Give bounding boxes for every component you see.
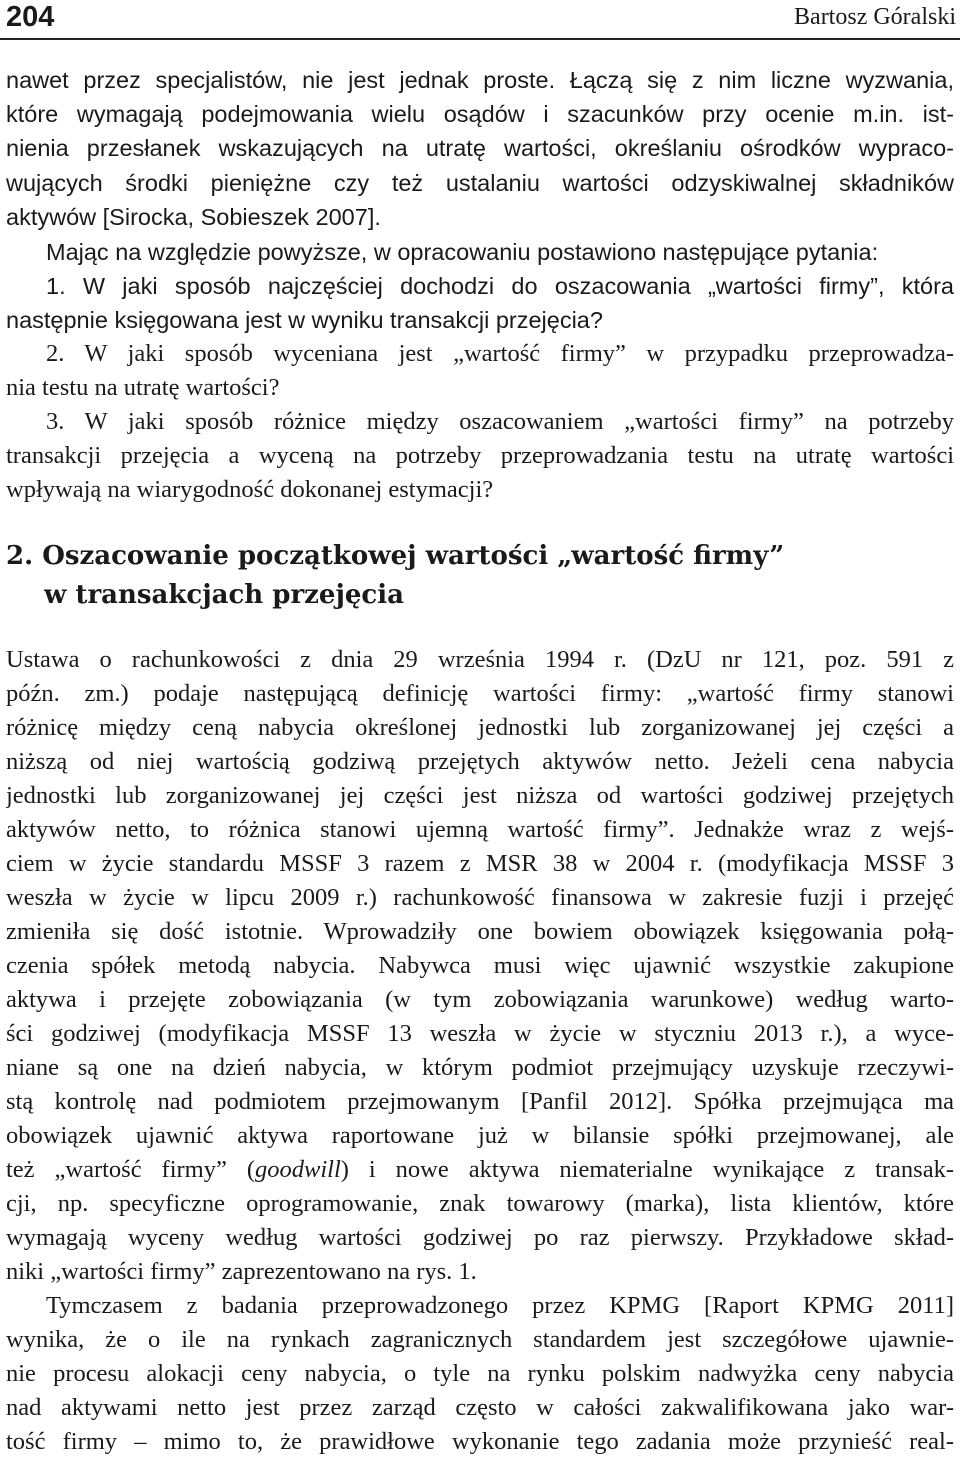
text-line: nie procesu alokacji ceny nabycia, o tyle na rynku polskim nadwyżka ceny nabycia [6, 1360, 954, 1387]
text-line: cji, np. specyficzne oprogramowanie, znak towarowy (marka), lista klientów, które [6, 1190, 954, 1217]
text-line: nienia przesłanek wskazujących na utratę wartości, określaniu ośrodków wypraco- [6, 135, 954, 161]
text-line: Ustawa o rachunkowości z dnia 29 września 1994 r. (DzU nr 121, poz. 591 z [6, 646, 954, 673]
text-line: niane są one na dzień nabycia, w którym podmiot przejmujący uzyskuje rzeczywi- [6, 1054, 954, 1081]
text-line: weszła w życie w lipcu 2009 r.) rachunkowość finansowa w zakresie fuzji i przejęć [6, 884, 954, 911]
text-line: stą kontrolę nad podmiotem przejmowanym [Panfil 2012]. Spółka przejmująca ma [6, 1088, 954, 1115]
italic-term: goodwill [255, 1156, 341, 1183]
page-header [0, 0, 960, 40]
text-line: nia testu na utratę wartości? [6, 374, 280, 401]
text-line: tość firmy – mimo to, że prawidłowe wykonanie tego zadania może przynieść real- [6, 1428, 954, 1455]
text-line: niki „wartości firmy” zaprezentowano na rys. 1. [6, 1258, 477, 1285]
text-line: następnie księgowana jest w wyniku transakcji przejęcia? [6, 307, 603, 333]
text-run: ) i nowe aktywa niematerialne wynikające z transak- [340, 1156, 954, 1183]
question-3: 3. W jaki sposób różnice między oszacowaniem „wartości firmy” na potrzeby [46, 408, 954, 435]
text-line: aktywa i przejęte zobowiązania (w tym zobowiązania warunkowe) według warto- [6, 986, 954, 1013]
text-line: jednostki lub zorganizowanej jej części jest niższa od wartości godziwej przejętych [6, 782, 954, 809]
text-line: nawet przez specjalistów, nie jest jednak proste. Łączą się z nim liczne wyzwania, [6, 67, 954, 93]
text-line: Tymczasem z badania przeprowadzonego przez KPMG [Raport KPMG 2011] [46, 1292, 954, 1319]
text-line: czenia spółek metodą nabycia. Nabywca musi więc ujawnić wszystkie zakupione [6, 952, 954, 979]
text-line: niższą od niej wartością godziwą przejętych aktywów netto. Jeżeli cena nabycia [6, 748, 954, 775]
text-line: późn. zm.) podaje następującą definicję wartości firmy: „wartość firmy stanowi [6, 680, 954, 707]
text-line: wymagają wyceny według wartości godziwej po raz pierwszy. Przykładowe skład- [6, 1224, 954, 1251]
text-line: aktywów netto, to różnica stanowi ujemną wartość firmy”. Jednakże wraz z wejś- [6, 816, 954, 843]
section-heading: 2. Oszacowanie początkowej wartości „wartość firmy” [6, 541, 785, 571]
text-line: zmieniła się dość istotnie. Wprowadziły one bowiem obowiązek księgowania połą- [6, 918, 954, 945]
text-line: wujących środki pieniężne czy też ustalaniu wartości odzyskiwalnej składników [6, 170, 954, 196]
text-line: transakcji przejęcia a wyceną na potrzeby przeprowadzania testu na utratę wartości [6, 442, 954, 469]
question-2: 2. W jaki sposób wyceniana jest „wartość firmy” w przypadku przeprowadza- [46, 340, 954, 367]
text-run: też „wartość firmy” ( [6, 1156, 255, 1183]
text-line: ciem w życie standardu MSSF 3 razem z MSR 38 w 2004 r. (modyfikacja MSSF 3 [6, 850, 954, 877]
text-line: które wymagają podejmowania wielu osądów i szacunków przy ocenie m.in. ist- [6, 101, 954, 127]
text-line: wpływają na wiarygodność dokonanej estymacji? [6, 476, 494, 503]
text-line: obowiązek ujawnić aktywa raportowane już w bilansie spółki przejmowanej, ale [6, 1122, 954, 1149]
question-1: 1. W jaki sposób najczęściej dochodzi do oszacowania „wartości firmy”, która [46, 273, 954, 299]
text-line-goodwill [6, 1153, 954, 1187]
text-line: nad aktywami netto jest przez zarząd często w całości zakwalifikowana jako war- [6, 1394, 954, 1421]
text-line: Mając na względzie powyższe, w opracowaniu postawiono następujące pytania: [46, 239, 879, 265]
running-head-author: Bartosz Góralski [794, 4, 956, 30]
text-line: aktywów [Sirocka, Sobieszek 2007]. [6, 204, 381, 230]
page-number: 204 [6, 1, 55, 33]
section-heading-cont: w transakcjach przejęcia [44, 580, 404, 610]
text-line: różnicę między ceną nabycia określonej jednostki lub zorganizowanej jej części a [6, 714, 954, 741]
text-line: wynika, że o ile na rynkach zagranicznych standardem jest szczegółowe ujawnie- [6, 1326, 954, 1353]
text-line: ści godziwej (modyfikacja MSSF 13 weszła w życie w styczniu 2013 r.), a wyce- [6, 1020, 954, 1047]
